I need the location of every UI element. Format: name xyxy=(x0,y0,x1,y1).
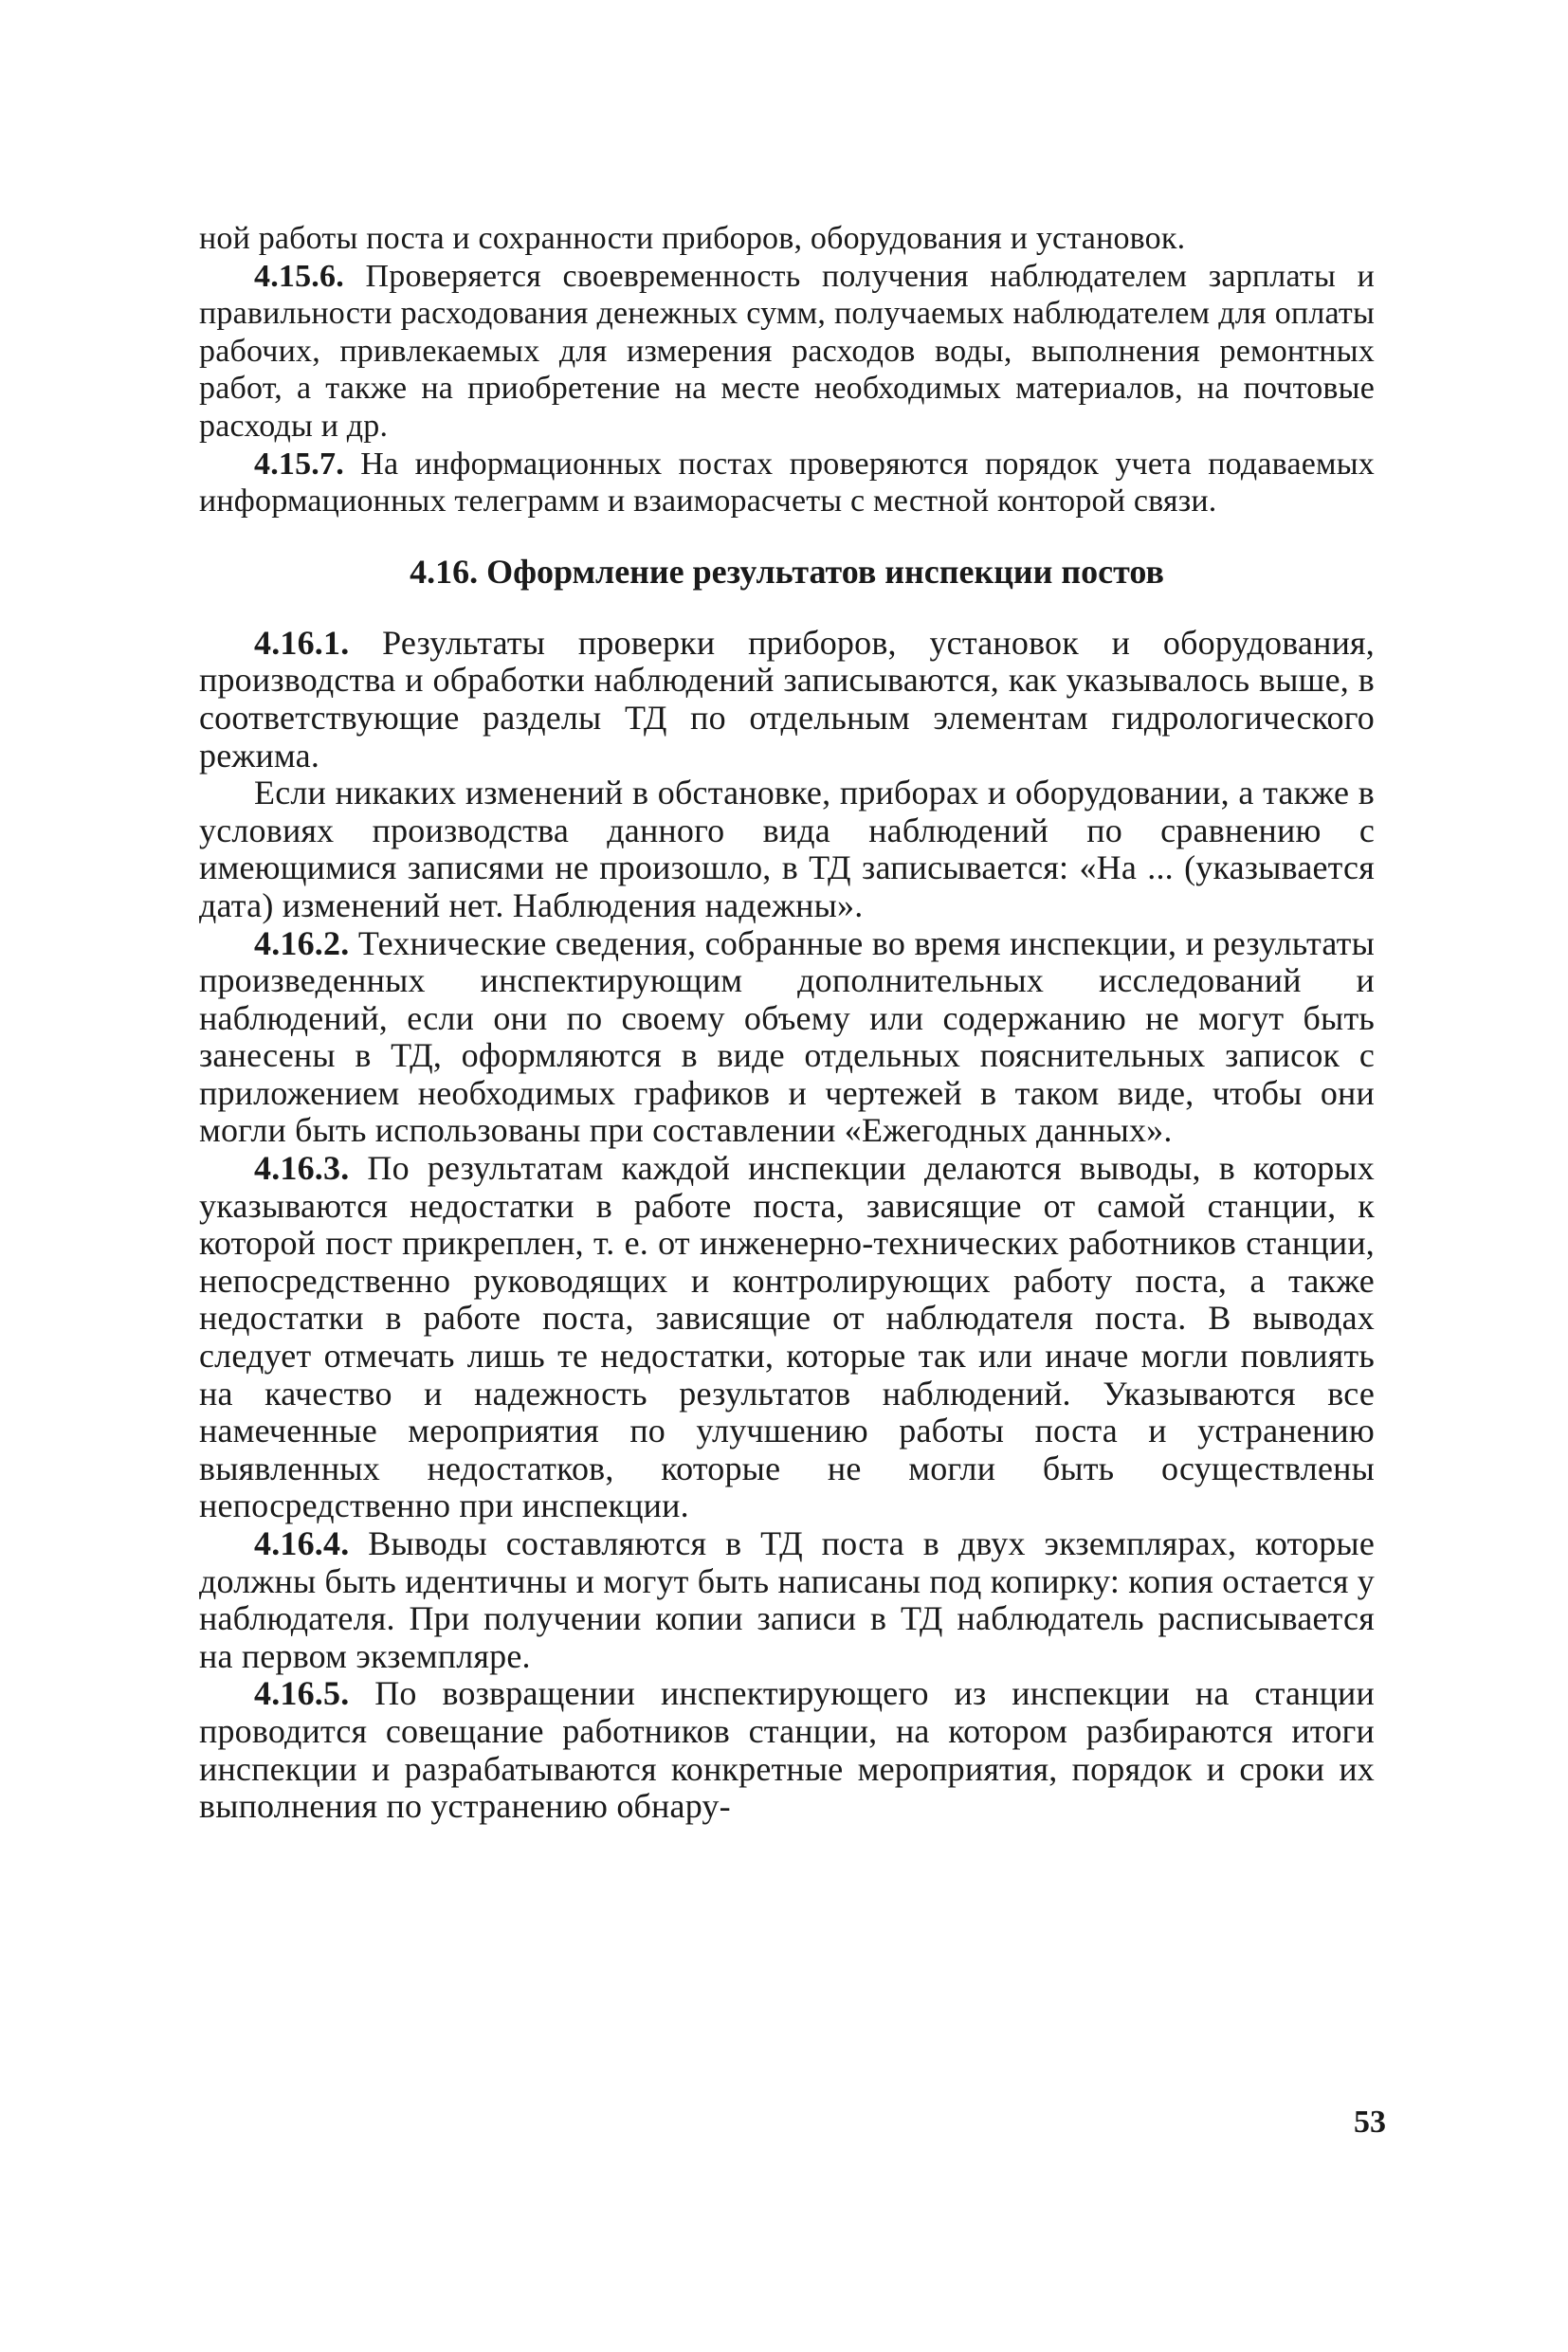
paragraph-number: 4.16.3. xyxy=(254,1149,350,1188)
paragraph-number: 4.16.2. xyxy=(254,923,350,962)
paragraph-text: Проверяется своевременность получения наблюдателем зарплаты и правильности расходования денежных сумм, получаемых наблюдателем для оплаты рабочих, привлекаемых для измерения расходов воды, выполнения ремонтных работ, а также на приобретение на месте необходимых материалов, на почтовые расходы и др. xyxy=(199,258,1375,444)
paragraph-text: По результатам каждой инспекции делаются выводы, в которых указываются недостатки в работе поста, зависящие от самой станции, к которой пост прикреплен, т. е. от инженерно-технических работников станции, непосредственно руководящих и контролирующих работу поста, а также недостатки в работе поста, зависящие от наблюдателя поста. В выводах следует отмечать лишь те недостатки, которые так или иначе могли повлиять на качество и надежность результатов наблюдений. Указываются все намеченные мероприятия по улучшению работы поста и устранению выявленных недостатков, которые не могли быть осуществлены непосредственно при инспекции. xyxy=(199,1149,1375,1525)
paragraph-4-16-2 xyxy=(199,925,1375,1151)
page-number: 53 xyxy=(1354,2105,1386,2140)
paragraph-4-15-6 xyxy=(199,258,1375,446)
paragraph-text: По возвращении инспектирующего из инспекции на станции проводится совещание работников станции, на котором разбираются итоги инспекции и разрабатываются конкретные мероприятия, порядок и сроки их выполнения по устранению обнару- xyxy=(199,1674,1375,1826)
paragraph-text: ной работы поста и сохранности приборов, оборудования и установок. xyxy=(199,221,1186,256)
section-heading: 4.16. Оформление результатов инспекции постов xyxy=(410,552,1164,591)
paragraph-number: 4.15.7. xyxy=(254,446,344,482)
paragraph-text: Технические сведения, собранные во время инспекции, и результаты произведенных инспектирующим дополнительных исследований и наблюдений, если они по своему объему или содержанию не могут быть занесены в ТД, оформляются в виде отдельных пояснительных записок с приложением необходимых графиков и чертежей в таком виде, чтобы они могли быть использованы при составлении «Ежегодных данных». xyxy=(199,923,1375,1150)
paragraph-number: 4.16.1. xyxy=(254,623,350,662)
paragraph-text: Результаты проверки приборов, установок и оборудования, производства и обработки наблюдений записываются, как указывалось выше, в соответствующие разделы ТД по отдельным элементам гидрологического режима. xyxy=(199,623,1375,775)
paragraph-4-16-4 xyxy=(199,1525,1375,1675)
paragraph-text: Если никаких изменений в обстановке, приборах и оборудовании, а также в условиях производства данного вида наблюдений по сравнению с имеющимися записями не произошло, в ТД записывается: «На ... (указывается дата) изменений нет. Наблюдения надежны». xyxy=(199,774,1375,924)
paragraph-text: Выводы составляются в ТД поста в двух экземплярах, которые должны быть идентичны и могут быть написаны под копирку: копия остается у наблюдателя. При получении копии записи в ТД наблюдатель расписывается на первом экземпляре. xyxy=(199,1524,1375,1675)
paragraph-text: На информационных постах проверяются порядок учета подаваемых информационных телеграмм и взаиморасчеты с местной конторой связи. xyxy=(199,446,1375,520)
paragraph-number: 4.16.4. xyxy=(254,1524,350,1562)
paragraph-4-16-3 xyxy=(199,1150,1375,1525)
paragraph-4-15-7 xyxy=(199,446,1375,520)
paragraph-continuation xyxy=(199,220,1375,258)
paragraph-4-16-1 xyxy=(199,625,1375,775)
paragraph-number: 4.15.6. xyxy=(254,258,344,294)
paragraph-number: 4.16.5. xyxy=(254,1674,350,1713)
page-body xyxy=(199,220,1375,1826)
paragraph-4-16-5 xyxy=(199,1675,1375,1825)
paragraph-4-16-1-note xyxy=(199,775,1375,924)
